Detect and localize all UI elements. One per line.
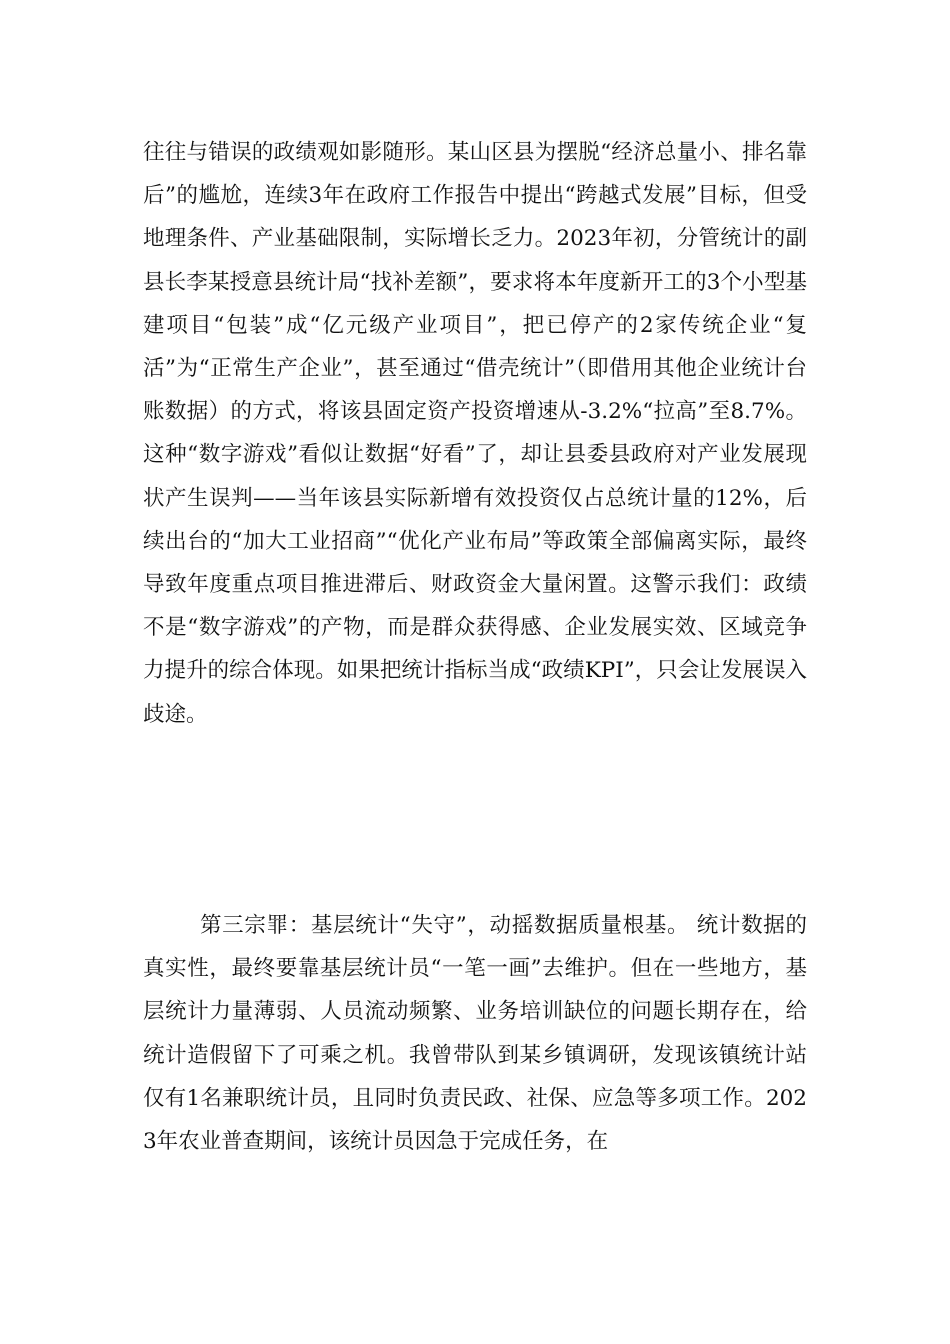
body-paragraph-2-text: 统计数据的真实性，最终要靠基层统计员“一笔一画”去维护。但在一些地方，基层统计力量薄弱、人员流动频繁、业务培训缺位的问题长期存在，给统计造假留下了可乘之机。我曾带队到某乡镇调研，发现该镇统计站仅有1名兼职统计员，且同时负责民政、社保、应急等多项工作。2023年农业普查期间，该统计员因急于完成任务，在 bbox=[143, 913, 807, 1155]
body-paragraph-2 bbox=[143, 904, 807, 1163]
section-heading-third-sin: 第三宗罪：基层统计“失守”，动摇数据质量根基。 bbox=[200, 913, 690, 938]
body-paragraph-1: 往往与错误的政绩观如影随形。某山区县为摆脱“经济总量小、排名靠后”的尴尬，连续3年在政府工作报告中提出“跨越式发展”目标，但受地理条件、产业基础限制，实际增长乏力。2023年初，分管统计的副县长李某授意县统计局“找补差额”，要求将本年度新开工的3个小型基建项目“包装”成“亿元级产业项目”，把已停产的2家传统企业“复活”为“正常生产企业”，甚至通过“借壳统计”（即借用其他企业统计台账数据）的方式，将该县固定资产投资增速从-3.2%“拉高”至8.7%。这种“数字游戏”看似让数据“好看”了，却让县委县政府对产业发展现状产生误判——当年该县实际新增有效投资仅占总统计量的12%，后续出台的“加大工业招商”“优化产业布局”等政策全部偏离实际，最终导致年度重点项目推进滞后、财政资金大量闲置。这警示我们：政绩不是“数字游戏”的产物，而是群众获得感、企业发展实效、区域竞争力提升的综合体现。如果把统计指标当成“政绩KPI”，只会让发展误入歧途。 bbox=[143, 140, 808, 727]
